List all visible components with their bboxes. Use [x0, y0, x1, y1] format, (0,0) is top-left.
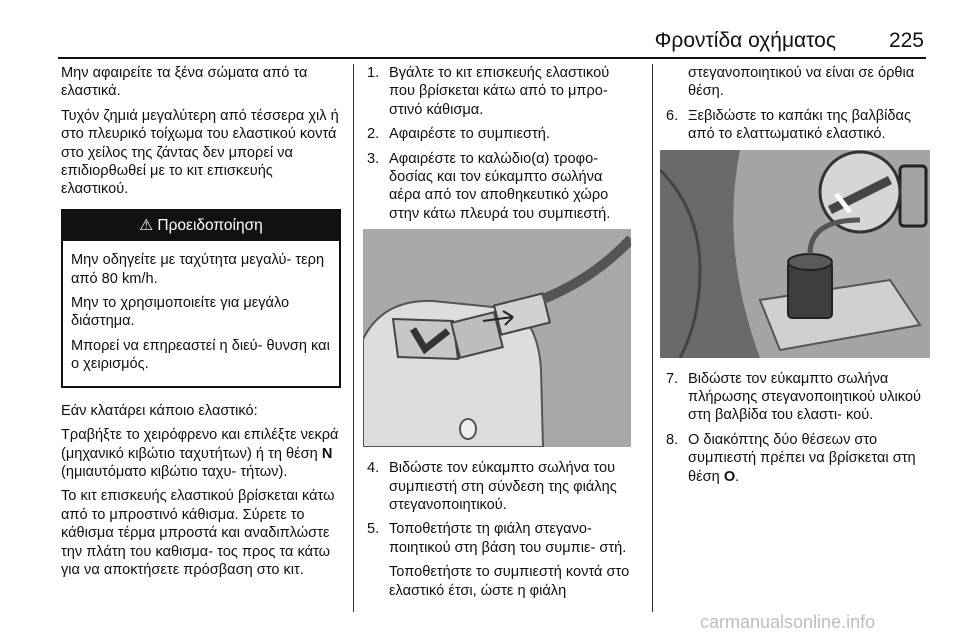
step-7	[666, 370, 932, 425]
header-rule	[58, 57, 926, 59]
text-run: Τραβήξτε το χειρόφρενο και επιλέξτε νεκρά (μηχανικό κιβώτιο ταχυτήτων) ή τη θέση	[61, 427, 339, 462]
step-5-continuation: στεγανοποιητικού να είναι σε όρθια θέση.	[688, 65, 915, 100]
page-header	[58, 26, 926, 60]
column-middle	[367, 64, 637, 606]
step-text: Βιδώστε τον εύκαμπτο σωλήνα πλήρωσης στεγανοποιητικού υλικού στη βαλβίδα του ελαστι- κού.	[688, 370, 921, 424]
step-text: Ξεβιδώστε το καπάκι της βαλβίδας από το ελαττωματικό ελαστικό.	[688, 107, 911, 143]
step-5	[367, 520, 637, 557]
step-8	[666, 431, 932, 486]
step-5-continued: Τοποθετήστε το συμπιεστή κοντά στο ελαστικό έτσι, ώστε η φιάλη	[389, 564, 630, 599]
column-left	[61, 64, 341, 585]
switch-position: O	[723, 468, 736, 485]
column-divider	[353, 64, 354, 612]
step-text: Αφαιρέστε το συμπιεστή.	[389, 126, 550, 143]
paragraph	[61, 426, 341, 481]
column-divider	[652, 64, 653, 612]
step-text: Τοποθετήστε τη φιάλη στεγανο- ποιητικού στη βάση του συμπιε- στή.	[389, 521, 627, 556]
step-number: 4.	[367, 460, 380, 477]
step-1	[367, 64, 637, 119]
warning-body	[63, 241, 339, 385]
illustration-compressor-tyre	[660, 150, 930, 358]
gear-position: N	[321, 445, 333, 462]
page-number: 225	[888, 29, 924, 52]
illustration-hose-bottle	[363, 229, 631, 447]
warning-text: Μπορεί να επηρεαστεί η διεύ- θυνση και ο χειρισμός.	[71, 337, 330, 373]
section-title: Φροντίδα οχήματος	[654, 29, 836, 52]
step-number: 3.	[367, 150, 380, 167]
watermark: carmanualsonline.info	[700, 612, 876, 632]
paragraph: Μην αφαιρείτε τα ξένα σώματα από τα ελαστικά.	[61, 65, 308, 100]
step-number: 7.	[666, 370, 679, 387]
compressor-tyre-illustration	[660, 150, 930, 358]
text-run: .	[735, 468, 740, 485]
step-number: 1.	[367, 65, 380, 81]
paragraph: Τυχόν ζημιά μεγαλύτερη από τέσσερα χιλ ή στο πλευρικό τοίχωμα του ελαστικού κοντά στο χείλος της ζάντας δεν μπορεί να επιδιορθωθεί με το κιτ επισκευής ελαστικού.	[61, 107, 339, 198]
warning-triangle-icon: ⚠	[139, 216, 154, 234]
step-2	[367, 125, 637, 143]
step-text: Βγάλτε το κιτ επισκευής ελαστικού που βρίσκεται κάτω από το μπρο- στινό κάθισμα.	[389, 65, 610, 118]
warning-text: Μην οδηγείτε με ταχύτητα μεγαλύ- τερη από 80 km/h.	[71, 252, 325, 287]
step-6	[666, 107, 932, 144]
paragraph: Εάν κλατάρει κάποιο ελαστικό:	[61, 402, 258, 419]
hose-connection-illustration	[363, 229, 631, 447]
text-run: Ο διακόπτης δύο θέσεων στο συμπιεστή πρέπει να βρίσκεται στη θέση	[688, 431, 916, 485]
step-text: Βιδώστε τον εύκαμπτο σωλήνα του συμπιεστή στη σύνδεση της φιάλης στεγανοποιητικού.	[389, 460, 617, 514]
text-run: (ημιαυτόματο κιβώτιο ταχυ- τήτων).	[61, 463, 288, 480]
step-number: 5.	[367, 521, 380, 538]
step-number: 2.	[367, 126, 380, 143]
warning-header	[63, 211, 339, 241]
column-right	[666, 64, 932, 492]
step-3	[367, 150, 637, 224]
step-text	[688, 431, 932, 486]
step-text: Αφαιρέστε το καλώδιο(α) τροφο- δοσίας και τον εύκαμπτο σωλήνα αέρα από τον αποθηκευτικό χώρο στην κάτω πλευρά του συμπιεστή.	[389, 150, 611, 222]
warning-text: Μην το χρησιμοποιείτε για μεγάλο διάστημα.	[71, 295, 290, 330]
step-4	[367, 459, 637, 514]
warning-box	[61, 209, 341, 388]
step-number: 8.	[666, 431, 679, 448]
paragraph: Το κιτ επισκευής ελαστικού βρίσκεται κάτω από το μπροστινό κάθισμα. Σύρετε το κάθισμα τέρμα μπροστά και αναδιπλώστε την πλάτη του καθισμα- τος προς τα κάτω για να αποκτήσετε πρόσβαση στο κιτ.	[61, 488, 335, 578]
warning-title: Προειδοποίηση	[157, 216, 263, 234]
step-number: 6.	[666, 107, 679, 124]
